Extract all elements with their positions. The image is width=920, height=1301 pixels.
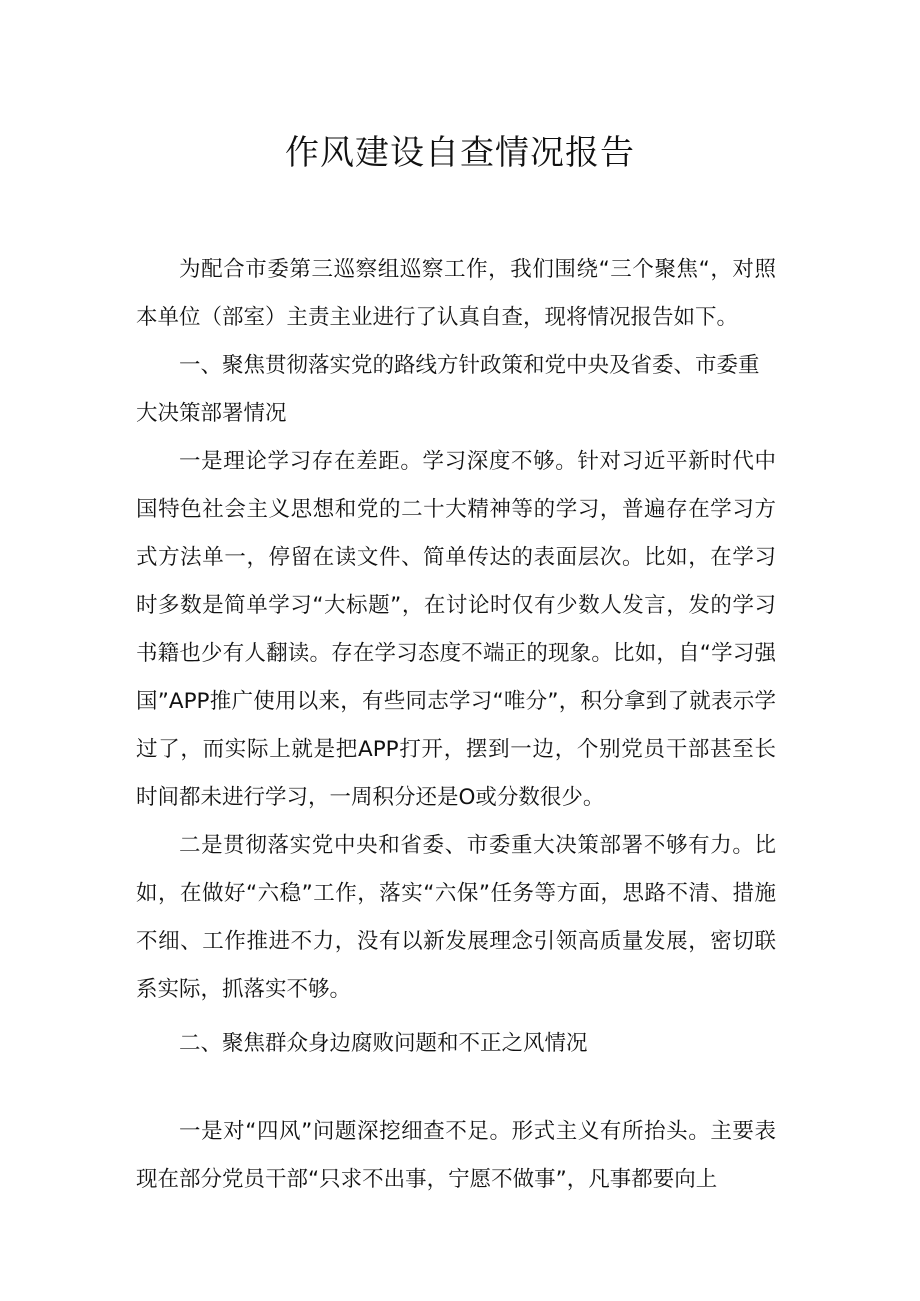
- section-1-paragraph-2: 二是贯彻落实党中央和省委、市委重大决策部署不够有力。比如，在做好“六稳”工作，落实“六保”任务等方面，思路不清、措施不细、工作推进不力，没有以新发展理念引领高质量发展，密切联系实际，抓落实不够。: [136, 833, 776, 1002]
- section-1-heading: 一、聚焦贯彻落实党的路线方针政策和党中央及省委、市委重大决策部署情况: [136, 353, 760, 426]
- section-2-paragraph-1: 一是对“四风”问题深挖细查不足。形式主义有所抬头。主要表现在部分党员干部“只求不出事，宁愿不做事”，凡事都要向上: [136, 1119, 776, 1192]
- document-title: 作风建设自查情况报告: [285, 133, 635, 173]
- section-2-heading: 二、聚焦群众身边腐败问题和不正之风情况: [179, 1031, 588, 1056]
- section-1-paragraph-1: 一是理论学习存在差距。学习深度不够。针对习近平新时代中国特色社会主义思想和党的二十大精神等的学习，普遍存在学习方式方法单一，停留在读文件、简单传达的表面层次。比如，在学习时多数是简单学习“大标题”，在讨论时仅有少数人发言，发的学习书籍也少有人翻读。存在学习态度不端正的现象。比如，自“学习强国”APP推广使用以来，有些同志学习“唯分”，积分拿到了就表示学过了，而实际上就是把APP打开，摆到一边，个别党员干部甚至长时间都未进行学习，一周积分还是O或分数很少。: [136, 449, 776, 810]
- intro-paragraph: 为配合市委第三巡察组巡察工作，我们围绕“三个聚焦“，对照本单位（部室）主责主业进行了认真自查，现将情况报告如下。: [136, 257, 776, 330]
